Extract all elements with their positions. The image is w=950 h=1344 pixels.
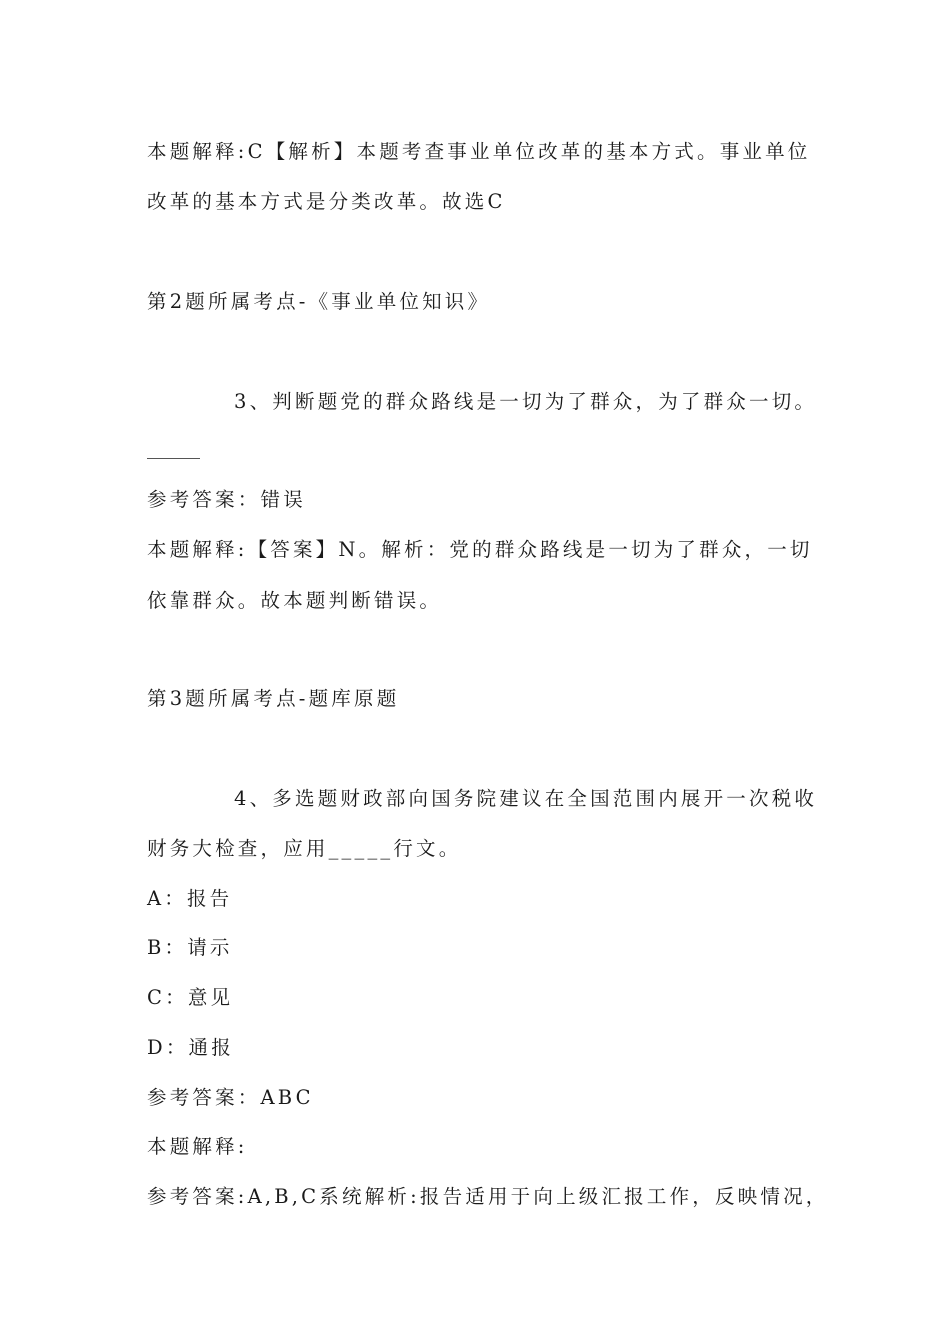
q4-question-line-2: 财务大检查，应用_____行文。: [147, 837, 462, 860]
q4-option-a: A：报告: [147, 887, 233, 910]
q1-explanation-line-1: 本题解释:C【解析】本题考查事业单位改革的基本方式。事业单位: [147, 140, 811, 163]
q3-question: 3、判断题党的群众路线是一切为了群众，为了群众一切。: [234, 390, 818, 413]
q4-answer: 参考答案：ABC: [147, 1086, 314, 1109]
separator-rule: [147, 458, 200, 459]
q3-explanation-line-1: 本题解释:【答案】N。解析：党的群众路线是一切为了群众，一切: [147, 538, 813, 561]
q4-option-c: C：意见: [147, 986, 234, 1009]
q4-explanation-line-1: 参考答案:A,B,C系统解析:报告适用于向上级汇报工作，反映情况，: [147, 1185, 829, 1208]
q4-explanation-label: 本题解释:: [147, 1135, 248, 1158]
q3-answer: 参考答案：错误: [147, 488, 306, 511]
q3-explanation-line-2: 依靠群众。故本题判断错误。: [147, 589, 443, 612]
q4-option-d: D：通报: [147, 1036, 234, 1059]
q4-option-b: B：请示: [147, 936, 233, 959]
q3-topic: 第3题所属考点-题库原题: [147, 687, 400, 710]
q4-question-line-1: 4、多选题财政部向国务院建议在全国范围内展开一次税收: [234, 787, 818, 810]
q1-explanation-line-2: 改革的基本方式是分类改革。故选C: [147, 190, 506, 213]
q2-topic: 第2题所属考点-《事业单位知识》: [147, 290, 491, 313]
